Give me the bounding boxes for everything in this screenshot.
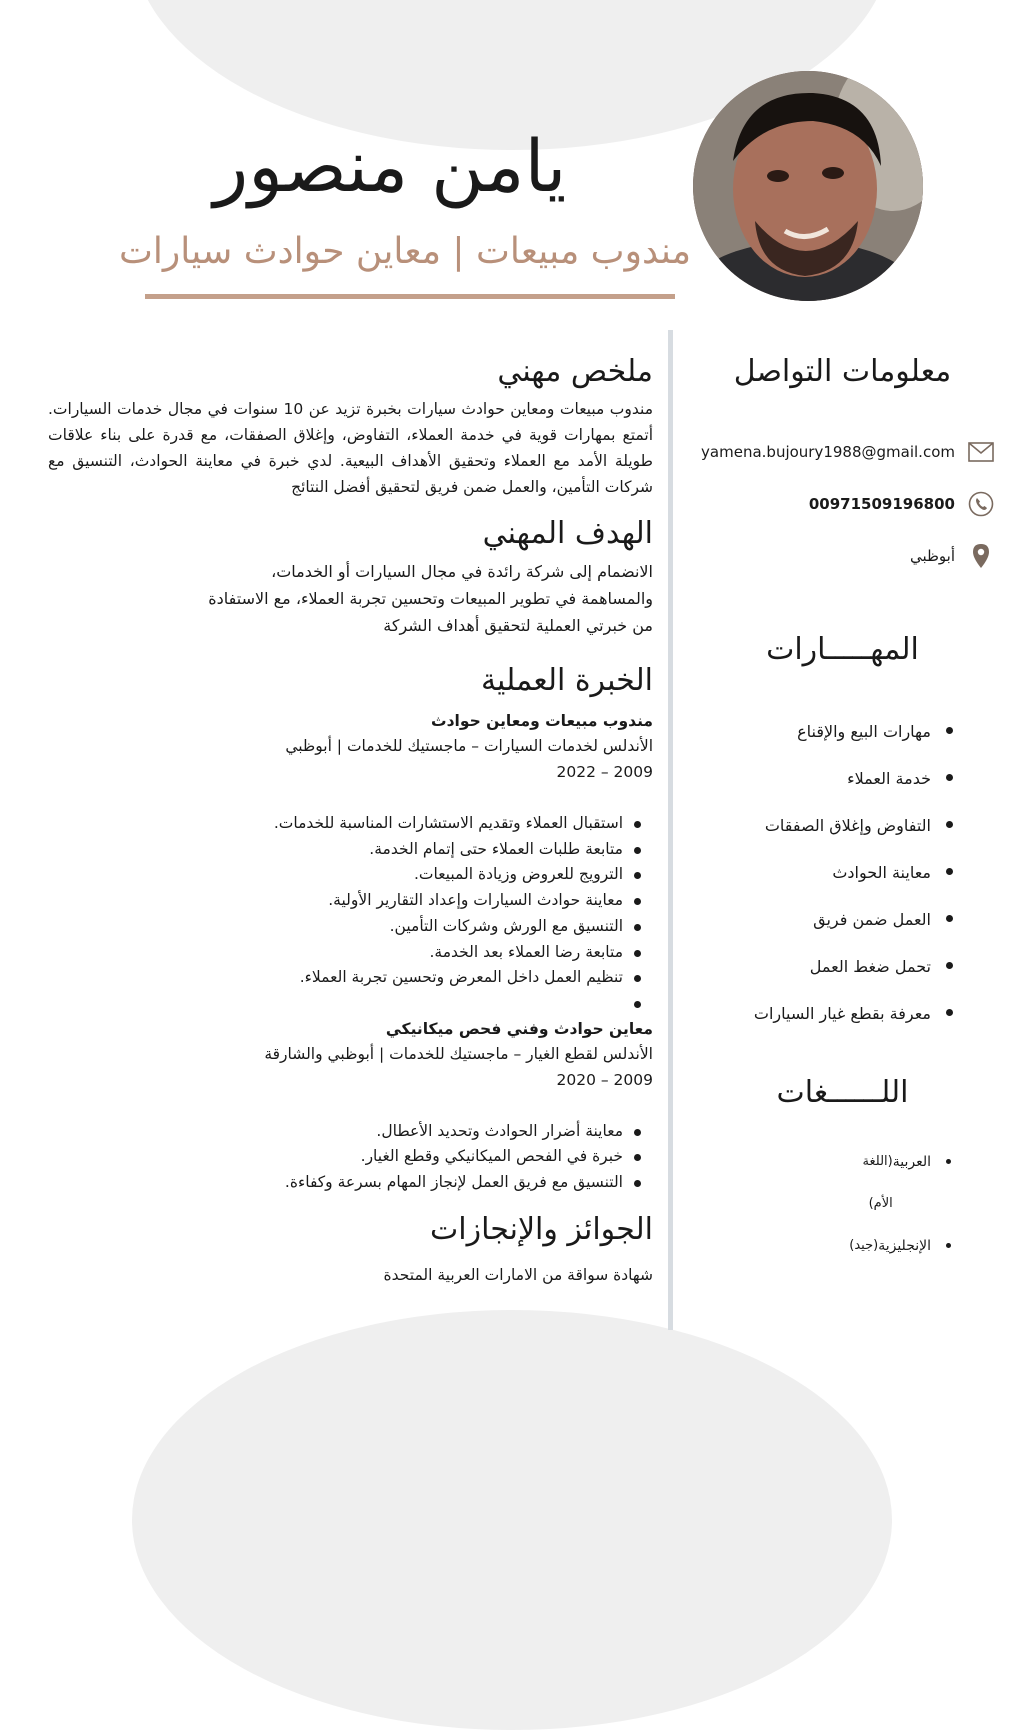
job-company: الأندلس لخدمات السيارات – ماجستيك للخدمات | أبوظبي [285,737,653,755]
location-pin-icon [967,542,995,570]
job-entry [48,709,653,1017]
main-column [48,352,653,1288]
job-company: الأندلس لقطع الغيار – ماجستيك للخدمات | أبوظبي والشارقة [264,1044,653,1063]
language-level: (جيد) [849,1238,879,1253]
contact-location: أبوظبي [909,547,955,565]
skills-list [690,708,995,1037]
contact-location-row [690,530,995,582]
skill-item: مهارات البيع والإقناع [690,708,967,755]
skill-item: معاينة الحوادث [690,849,967,896]
language-item [690,1141,967,1225]
contact-phone[interactable]: 00971509196800 [808,495,955,513]
title-underline [145,294,675,299]
list-item: معاينة حوادث السيارات وإعداد التقارير الأولية. [48,888,653,914]
phone-icon [967,490,995,518]
skill-item: خدمة العملاء [690,755,967,802]
language-name: العربية [892,1154,931,1170]
job-title: مندوب مبيعات ومعاين حوادث [431,712,653,730]
list-item: متابعة رضا العملاء بعد الخدمة. [48,940,653,966]
skills-heading: المهـــــارات [766,632,919,667]
column-divider [668,330,673,1330]
experience-heading: الخبرة العملية [480,663,653,698]
mail-icon [967,438,995,466]
list-item: خبرة في الفحص الميكانيكي وقطع الغيار. [48,1144,653,1170]
language-item [690,1225,967,1267]
summary-text: مندوب مبيعات ومعاين حوادث سيارات بخبرة تزيد عن 10 سنوات في مجال خدمات السيارات. أتمتع بمهارات قوية في خدمة العملاء، التفاوض، وإغلاق الصفقات، مع قدرة على بناء علاقات طويلة الأمد مع العملاء وتحقيق الأهداف البيعية. لدي خبرة في معاينة الحوادث، التنسيق مع شركات التأمين، والعمل ضمن فريق لتحقيق أفضل النتائج [48,400,653,496]
job-duties-list [48,1119,653,1196]
awards-heading: الجوائز والإنجازات [430,1211,653,1247]
contact-heading: معلومات التواصل [733,354,952,389]
profile-photo [693,71,923,301]
job-dates: 2009 – 2022 [556,763,653,781]
job-dates: 2009 – 2020 [556,1070,653,1089]
languages-heading: اللــــــغات [776,1075,909,1110]
job-entry [48,1017,653,1196]
candidate-name: يامن منصور [213,124,567,208]
list-item [48,991,653,1017]
list-item: الترويج للعروض وزيادة المبيعات. [48,862,653,888]
skill-item: معرفة بقطع غيار السيارات [690,990,967,1037]
award-item: شهادة سواقة من الامارات العربية المتحدة [383,1265,653,1284]
language-name: الإنجليزية [878,1238,931,1254]
job-duties-list [48,811,653,1017]
job-title: معاين حوادث وفني فحص ميكانيكي [385,1019,653,1038]
contact-email[interactable]: yamena.bujoury1988@gmail.com [701,443,955,461]
languages-list [690,1141,995,1267]
list-item: التنسيق مع الورش وشركات التأمين. [48,914,653,940]
skill-item: التفاوض وإغلاق الصفقات [690,802,967,849]
skill-item: تحمل ضغط العمل [690,943,967,990]
list-item: استقبال العملاء وتقديم الاستشارات المناسبة للخدمات. [48,811,653,837]
goal-heading: الهدف المهني [482,516,653,551]
decorative-bottom-shape [132,1310,892,1730]
language-level: (اللغة الأم) [862,1154,893,1211]
list-item: معاينة أضرار الحوادث وتحديد الأعطال. [48,1119,653,1145]
contact-email-row [690,426,995,478]
skill-item: العمل ضمن فريق [690,896,967,943]
goal-text: الانضمام إلى شركة رائدة في مجال السيارات أو الخدمات، والمساهمة في تطوير المبيعات وتحسين تجربة العملاء، مع الاستفادة من خبرتي العملية لتحقيق أهداف الشركة [208,562,653,635]
summary-heading: ملخص مهني [497,354,653,389]
sidebar [690,352,995,1267]
contact-phone-row [690,478,995,530]
candidate-title: مندوب مبيعات | معاين حوادث سيارات [119,231,691,272]
list-item: تنظيم العمل داخل المعرض وتحسين تجربة العملاء. [48,965,653,991]
list-item: متابعة طلبات العملاء حتى إتمام الخدمة. [48,837,653,863]
list-item: التنسيق مع فريق العمل لإنجاز المهام بسرعة وكفاءة. [48,1170,653,1196]
